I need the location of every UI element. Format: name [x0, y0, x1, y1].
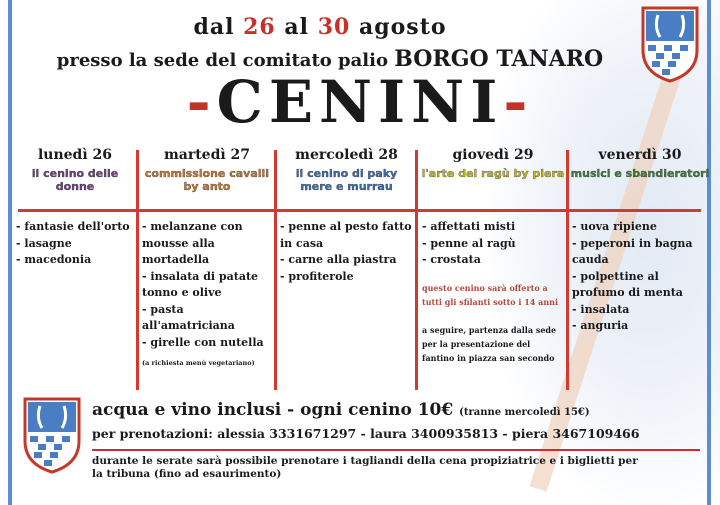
column-divider: [566, 150, 569, 390]
header-divider: [18, 209, 701, 212]
day-theme: il cenino di paky mere e murrau: [295, 167, 398, 193]
day-theme: musici e sbandieratori: [570, 167, 710, 180]
day-label: martedì 27: [163, 147, 251, 163]
menu-item: - lasagne: [16, 236, 72, 250]
title-text: CENINI: [216, 68, 504, 136]
day-label: giovedì 29: [452, 147, 534, 163]
text: al: [284, 14, 310, 40]
menu-item: - polpettine al profumo di menta: [572, 269, 683, 299]
menu-list: [280, 219, 413, 285]
menu-item: - affettati misti: [422, 220, 516, 233]
menu-item: - macedonia: [16, 253, 92, 266]
price-text: acqua e vino inclusi - ogni cenino 10€: [92, 400, 454, 420]
menu-note: a seguire, partenza dalla sede per la presentazione del fantino in piazza san secondo: [422, 324, 557, 363]
menu-item: - anguria: [572, 319, 629, 332]
menu-list: [422, 219, 564, 365]
menu-item: - uova ripiene: [572, 220, 657, 233]
text: dal: [193, 14, 235, 40]
day-label: lunedì 26: [37, 147, 113, 163]
day-label: venerdì 30: [598, 147, 682, 163]
main-title: [0, 68, 720, 136]
day-theme: l'arte del ragù by piera: [421, 167, 565, 180]
menu-item: - fantasie dell'orto: [16, 220, 130, 233]
date-from: 26: [243, 14, 276, 40]
menu-list: [572, 219, 708, 335]
booking-contacts: per prenotazioni: alessia 3331671297 - laura 3400935813 - piera 3467109466: [92, 426, 640, 441]
day-header: [278, 147, 415, 193]
column-divider: [274, 150, 277, 390]
borgo-name: BORGO TANARO: [394, 46, 604, 72]
day-label: mercoledì 28: [295, 147, 398, 163]
dash: -: [503, 68, 534, 136]
text: agosto: [359, 14, 447, 40]
day-theme: il cenino delle donne: [31, 167, 119, 193]
day-header: [420, 147, 566, 180]
footer-divider: [92, 449, 700, 451]
menu-list: [16, 219, 134, 269]
dash: -: [186, 68, 217, 136]
day-header: [14, 147, 136, 193]
price-note: (tranne mercoledì 15€): [459, 407, 590, 418]
menu-item: - peperoni in bagna cauda: [572, 236, 693, 266]
menu-item: - insalata: [572, 302, 630, 316]
menu-note: (a richiesta menù vegetariano): [142, 359, 255, 367]
column-divider: [136, 150, 139, 390]
day-header: [140, 147, 274, 193]
menu-item: - profiterole: [280, 269, 354, 283]
menu-item: - crostata: [422, 253, 481, 266]
day-theme: commissione cavalli by anto: [144, 167, 270, 193]
free-dinner-note: questo cenino sarà offerto a tutti gli sfilanti sotto i 14 anni: [422, 282, 559, 307]
price-info: [92, 400, 590, 420]
menu-item: - pasta all'amatriciana: [142, 302, 235, 332]
menu-item: - insalata di patate tonno e olive: [142, 269, 259, 299]
date-to: 30: [317, 14, 351, 40]
borgo-crest-icon: [22, 395, 82, 475]
menu-item: - melanzane con mousse alla mortadella: [142, 220, 243, 266]
menu-item: - penne al pesto fatto in casa: [280, 220, 412, 250]
menu-item: - penne al ragù: [422, 236, 516, 250]
menu-list: [142, 219, 272, 372]
text: presso la sede del comitato palio: [56, 50, 388, 71]
date-range: [0, 14, 640, 40]
day-header: [570, 147, 710, 180]
menu-item: - carne alla piastra: [280, 253, 397, 266]
column-divider: [415, 150, 418, 390]
menu-item: - girelle con nutella: [142, 335, 264, 349]
ticket-info: durante le serate sarà possibile prenotare i tagliandi della cena propiziatrice e i biglietti per la tribuna (fino ad esaurimento): [92, 455, 638, 480]
